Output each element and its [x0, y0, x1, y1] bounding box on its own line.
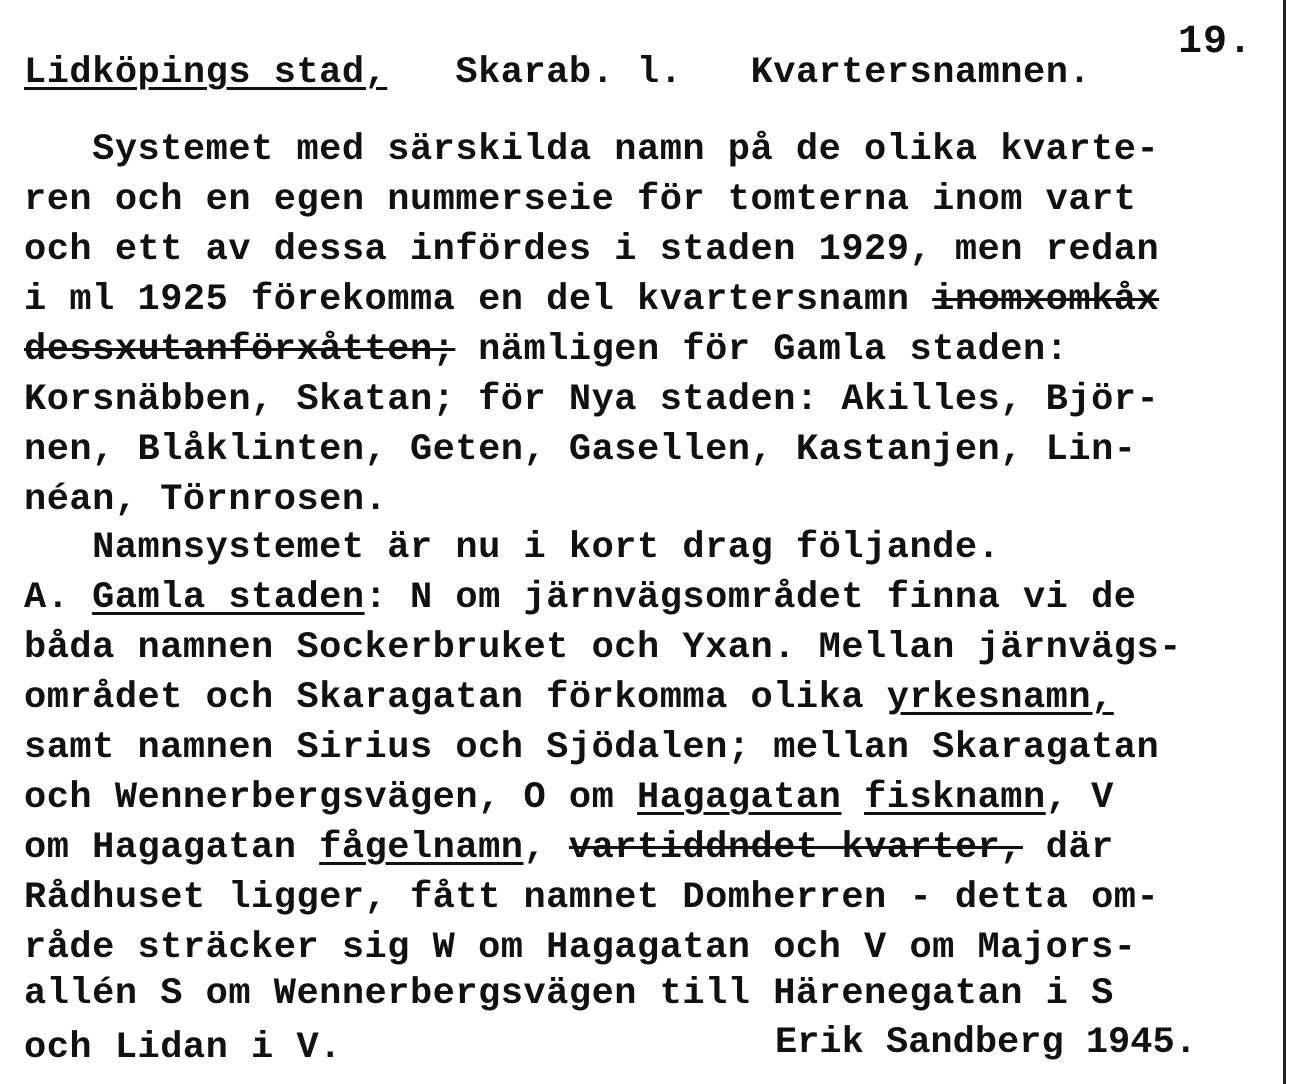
text-line-17: råde sträcker sig W om Hagagatan och V om Majors-: [24, 927, 1137, 969]
text-line-4: [24, 279, 1160, 321]
header-line: [24, 52, 1092, 94]
text-line-15: [24, 827, 1114, 869]
underlined-gamla-staden: Gamla staden: [92, 577, 365, 619]
text-line-7: nen, Blåklinten, Geten, Gasellen, Kastanjen, Lin-: [24, 429, 1137, 471]
text-line-6: Korsnäbben, Skatan; för Nya staden: Akilles, Björ-: [24, 379, 1160, 421]
text-line-2: ren och en egen nummerseie för tomterna inom vart: [24, 179, 1137, 221]
struck-text-3: vartiddndet kvarter,: [568, 827, 1023, 869]
section-a-label: A.: [24, 577, 93, 619]
text-line-10: [24, 577, 1137, 619]
text-line-18: allén S om Wennerbergsvägen till Härenegatan i S: [24, 973, 1114, 1015]
text-line-8: néan, Törnrosen.: [24, 479, 388, 521]
underlined-fisknamn: fisknamn: [864, 777, 1046, 819]
header-county: Skarab. l.: [455, 52, 683, 94]
text-line-5: [24, 329, 1069, 371]
text-line-14: [24, 777, 1114, 819]
text-line-12: [24, 677, 1114, 719]
text-line-10-rest: : N om järnvägsområdet finna vi de: [364, 577, 1137, 619]
header-topic: Kvartersnamnen.: [750, 52, 1092, 94]
text-line-15-main: om Hagagatan: [24, 827, 320, 869]
text-line-5-main: nämligen för Gamla staden:: [455, 329, 1069, 371]
card-edge-rule: [1283, 0, 1286, 1084]
text-line-12-main: området och Skaragatan förkomma olika: [24, 677, 887, 719]
text-line-4-main: i ml 1925 förekomma en del kvartersnamn: [24, 279, 933, 321]
page-number: 19.: [1178, 20, 1254, 65]
text-line-19: och Lidan i V.: [24, 1027, 342, 1069]
struck-text-2: dessxutanförxåtten;: [24, 329, 456, 371]
underlined-fagelnamn: fågelnamn: [319, 827, 524, 869]
text-line-3: och ett av dessa infördes i staden 1929, men redan: [24, 229, 1160, 271]
text-line-11: båda namnen Sockerbruket och Yxan. Mellan järnvägs-: [24, 627, 1182, 669]
underlined-yrkesnamn: yrkesnamn,: [886, 677, 1114, 719]
struck-text-1: inomxomkåx: [932, 279, 1160, 321]
text-line-15-end: där: [1023, 827, 1114, 869]
header-place: Lidköpings stad,: [24, 52, 388, 94]
text-line-13: samt namnen Sirius och Sjödalen; mellan Skaragatan: [24, 727, 1160, 769]
text-line-14-main: och Wennerbergsvägen, O om: [24, 777, 637, 819]
signature: Erik Sandberg 1945.: [775, 1022, 1197, 1064]
text-line-14-end: , V: [1045, 777, 1114, 819]
text-line-1: Systemet med särskilda namn på de olika kvarte-: [24, 129, 1160, 171]
underlined-hagagatan: Hagagatan: [637, 777, 842, 819]
text-line-16: Rådhuset ligger, fått namnet Domherren - detta om-: [24, 877, 1160, 919]
text-line-15-sep: ,: [523, 827, 569, 869]
text-line-9: Namnsystemet är nu i kort drag följande.: [24, 527, 1001, 569]
